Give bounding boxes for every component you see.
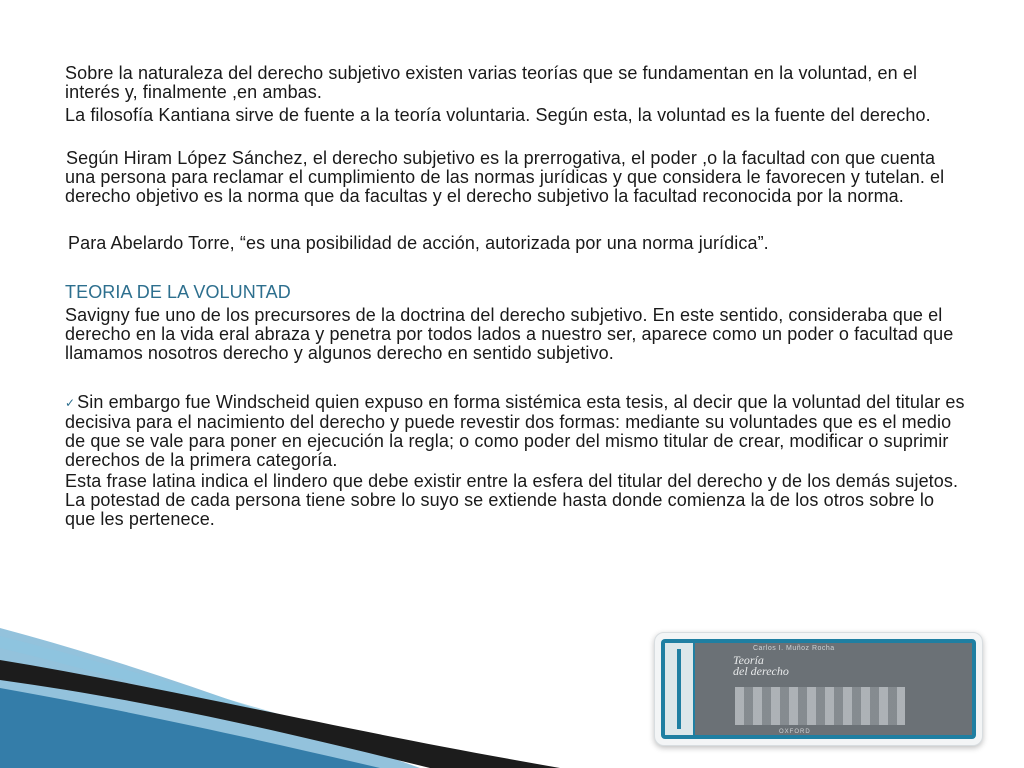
book-title	[733, 655, 789, 677]
book-author: Carlos I. Muñoz Rocha	[753, 645, 835, 652]
paragraph-latin-phrase: Esta frase latina indica el lindero que debe existir entre la esfera del titular del derecho y de los demás sujetos. La potestad de cada persona tiene sobre lo suyo se extiende hasta donde comienza la de los otros sobre lo que les pertenece.	[65, 471, 959, 529]
paragraph-abelardo-torre: Para Abelardo Torre, “es una posibilidad de acción, autorizada por una norma jurídica”.	[68, 233, 769, 253]
section-heading: TEORIA DE LA VOLUNTAD	[65, 282, 291, 302]
book-cover-background	[661, 639, 976, 739]
paragraph-savigny: Savigny fue uno de los precursores de la doctrina del derecho subjetivo. En este sentido, consideraba que el derecho en la vida eral abraza y penetra por todos lados a nuestro ser, aparece como un poder o facultad que llamamos nosotros derecho y algunos derecho en sentido subjetivo.	[65, 305, 954, 363]
book-cover-image	[654, 632, 983, 746]
slide-body	[65, 64, 965, 529]
book-spine-band	[677, 649, 681, 729]
book-title-line2: del derecho	[733, 664, 789, 678]
book-spine	[665, 643, 693, 735]
paragraph-theories: Sobre la naturaleza del derecho subjetivo existen varias teorías que se fundamentan en la voluntad, en el interés y, finalmente ,en ambas.	[65, 63, 918, 102]
paragraph-hiram-lopez: Según Hiram López Sánchez, el derecho subjetivo es la prerrogativa, el poder ,o la facultad con que cuenta una persona para reclamar el cumplimiento de las normas jurídicas y que considera le favorecen y tutelan. el derecho objetivo es la norma que da facultas y el derecho subjetivo la facultad reconocida por la norma.	[65, 148, 945, 206]
paragraph-kantian: La filosofía Kantiana sirve de fuente a la teoría voluntaria. Según esta, la voluntad es la fuente del derecho.	[65, 105, 931, 125]
paragraph-windscheid	[65, 393, 965, 470]
paragraph-windscheid-text: Sin embargo fue Windscheid quien expuso en forma sistémica esta tesis, al decir que la voluntad del titular es decisiva para el nacimiento del derecho y puede revestir dos formas: mediante su voluntades que es el medio de que se vale para poner en ejecución la regla; o como poder del mismo titular de crear, modificar o suprimir derechos de la primera categoría.	[65, 392, 965, 470]
book-title-line1: Teoría	[733, 653, 764, 667]
checkmark-icon: ✓	[65, 396, 76, 410]
book-columns-illustration	[735, 687, 905, 725]
book-publisher: OXFORD	[779, 729, 811, 735]
